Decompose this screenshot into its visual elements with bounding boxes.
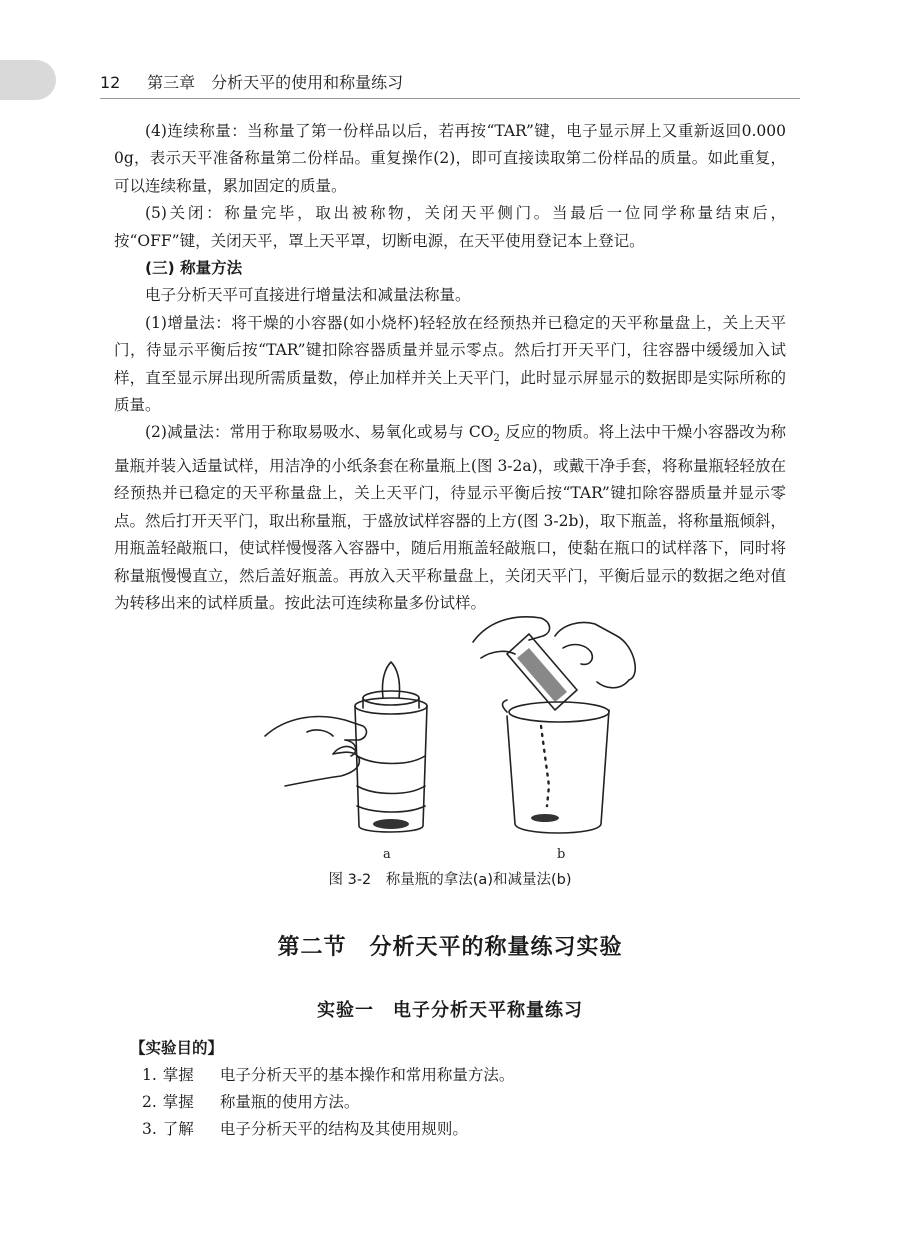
figure-label-a: a xyxy=(383,847,391,862)
figure-b-tilted-bottle xyxy=(507,634,577,806)
figure-b-beaker xyxy=(503,700,610,833)
goal-verb: 了解 xyxy=(162,1120,194,1138)
experiment-title: 实验一 电子分析天平称量练习 xyxy=(317,1000,583,1021)
list-item xyxy=(142,1089,520,1116)
section-title: 第二节 分析天平的称量练习实验 xyxy=(277,935,623,960)
co2-subscript: 2 xyxy=(493,433,500,445)
goal-number: 2. xyxy=(142,1093,157,1111)
paragraph-methods-intro: 电子分析天平可直接进行增量法和减量法称量。 xyxy=(145,286,471,305)
list-item xyxy=(142,1062,520,1089)
paragraph-decrement-method xyxy=(114,419,786,617)
page-number: 12 xyxy=(100,73,121,92)
figure-a-bottle xyxy=(355,662,427,832)
weighing-bottle-figure xyxy=(245,606,665,866)
list-item xyxy=(142,1116,520,1143)
figure-caption: 图 3-2 称量瓶的拿法(a)和减量法(b) xyxy=(328,872,572,888)
p5-part-a: (2)减量法：常用于称取易吸水、易氧化或易与 CO xyxy=(145,423,494,442)
body-text xyxy=(114,118,786,617)
figure-a-hand xyxy=(265,717,366,786)
goal-number: 3. xyxy=(142,1120,157,1138)
subheading-weighing-methods: (三) 称量方法 xyxy=(145,259,243,278)
p5-part-b: 反应的物质。将上法中干燥小容器改为称量瓶并装入适量试样，用洁净的小纸条套在称量瓶上(图 3-2a)，或戴干净手套，将称量瓶轻轻放在经预热并已稳定的天平称量盘上，关上天平门，待显示平衡后按“TAR”键扣除容器质量并显示零点。然后打开天平门，取出称量瓶，于盛放试样容器的上方(图 3-2b)，取下瓶盖，将称量瓶倾斜，用瓶盖轻敲瓶口，使试样慢慢落入容器中，随后用瓶盖轻敲瓶口，使黏在瓶口的试样落下，同时将称量瓶慢慢直立，然后盖好瓶盖。再放入天平称量盘上，关闭天平门，平衡后显示的数据之绝对值为转移出来的试样质量。按此法可连续称量多份试样。 xyxy=(114,423,787,612)
goal-verb: 掌握 xyxy=(162,1093,194,1111)
header-rule xyxy=(100,98,800,99)
purpose-heading: 【实验目的】 xyxy=(130,1039,224,1057)
goal-verb: 掌握 xyxy=(162,1066,194,1084)
chapter-title: 第三章 分析天平的使用和称量练习 xyxy=(147,73,404,92)
paragraph-close: (5)关闭：称量完毕，取出被称物，关闭天平侧门。当最后一位同学称量结束后，按“OFF”键，关闭天平，罩上天平罩，切断电源，在天平使用登记本上登记。 xyxy=(114,204,786,250)
goal-text: 称量瓶的使用方法。 xyxy=(219,1093,360,1111)
goal-text: 电子分析天平的基本操作和常用称量方法。 xyxy=(219,1066,515,1084)
page-tab-marker xyxy=(0,60,56,100)
goal-text: 电子分析天平的结构及其使用规则。 xyxy=(219,1120,468,1138)
goal-number: 1. xyxy=(142,1066,157,1084)
page-header xyxy=(100,70,800,93)
goals-list xyxy=(142,1062,520,1143)
paragraph-continuous-weighing: (4)连续称量：当称量了第一份样品以后，若再按“TAR”键，电子显示屏上又重新返回0.000 0g，表示天平准备称量第二份样品。重复操作(2)，即可直接读取第二份样品的质量。如此重复，可以连续称量，累加固定的质量。 xyxy=(114,122,786,195)
paragraph-increment-method: (1)增量法：将干燥的小容器(如小烧杯)轻轻放在经预热并已稳定的天平称量盘上，关上天平门，待显示平衡后按“TAR”键扣除容器质量并显示零点。然后打开天平门，往容器中缓缓加入试样，直至显示屏出现所需质量数，停止加样并关上天平门，此时显示屏显示的数据即是实际所称的质量。 xyxy=(114,313,786,415)
figure-label-b: b xyxy=(557,847,566,862)
